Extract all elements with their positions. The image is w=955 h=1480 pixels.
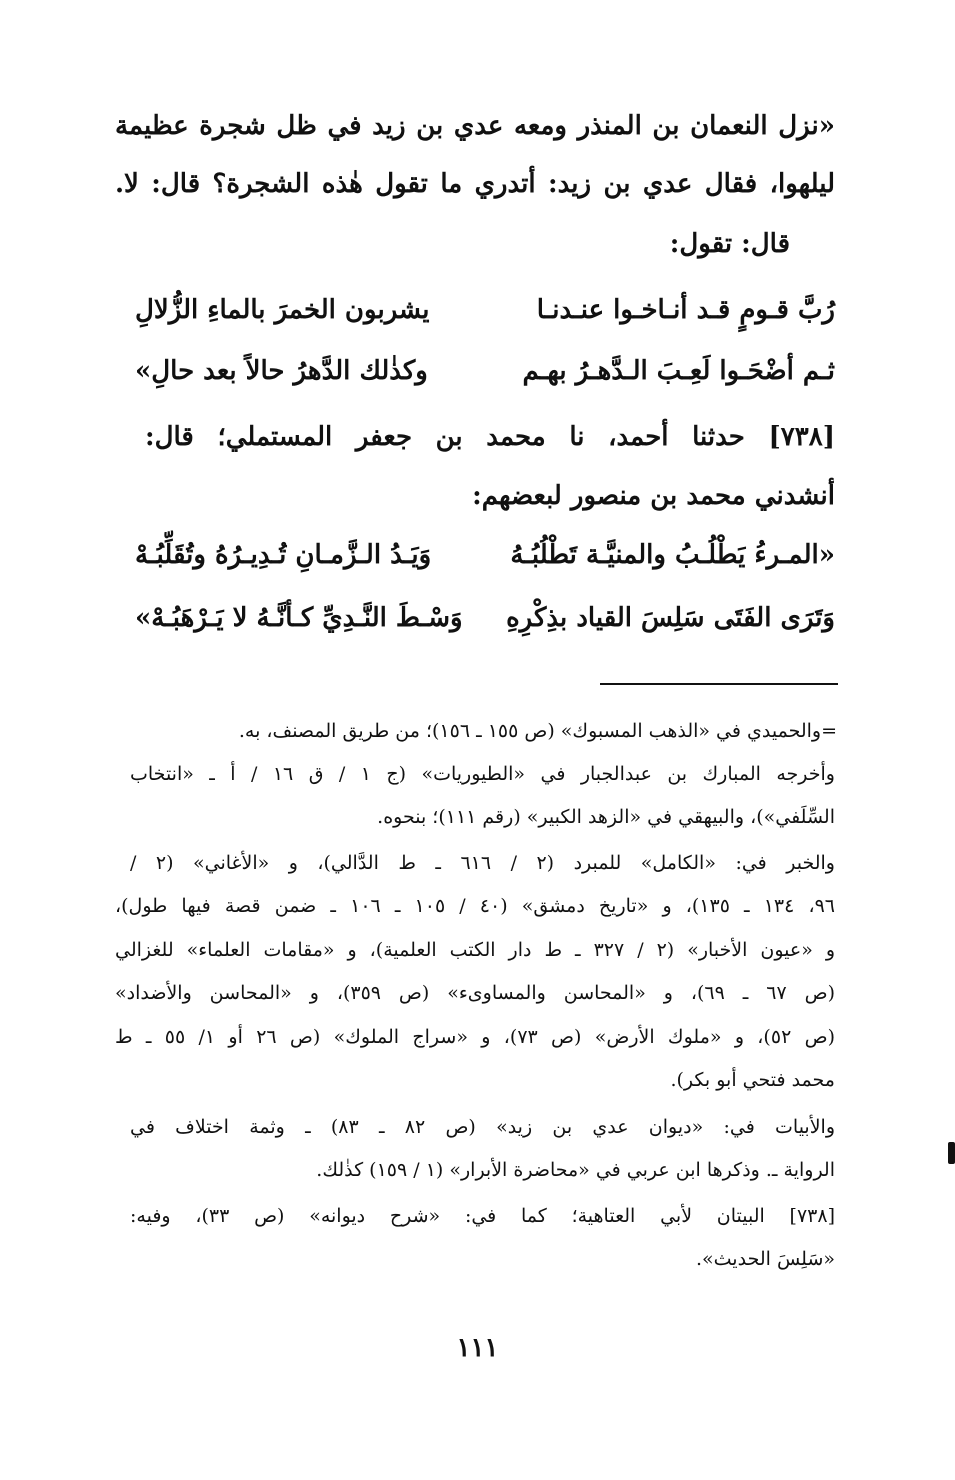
poem1-verse2-second-hemistich: وكذٰلك الدَّهرُ حالاً بعد حالِ» [135,356,428,386]
footnote-line-3: السِّلَفي»)، والبيهقي في «الزهد الكبير» (رقم ١١١)؛ بنحوه. [377,806,835,828]
scan-edge-mark [948,1142,955,1164]
poem2-verse2-first-hemistich: وَتَرَى الفَتَى سَلِسَ القياد بذِكْرِهِ [506,603,835,633]
footnote-separator [600,683,838,685]
narration-line-2: أنشدني محمد بن منصور لبعضهم: [472,481,835,511]
footnote-line-11: الرواية ـ. وذكرها ابن عربي في «محاضرة الأبرار» (١ / ١٥٩) كذٰلك. [316,1159,835,1181]
poem1-verse1-second-hemistich: يشربون الخمرَ بالماءِ الزُّلالِ [135,295,430,325]
footnote-line-13: «سَلِسَ الحديث». [695,1248,835,1270]
footnote-line-1: =والحميدي في «الذهب المسبوك» (ص ١٥٥ ـ ١٥٦)؛ من طريق المصنف، به. [238,720,837,742]
footnote-line-10: والأبيات في: «ديوان عدي بن زيد» (ص ٨٢ ـ ٨٣) ـ وثمة اختلاف في [130,1116,835,1138]
footnote-line-9: محمد فتحي أبو بكر). [670,1069,835,1091]
footnote-line-12: [٧٣٨] البيتان لأبي العتاهية؛ كما في: «شرح ديوانه» (ص ٣٣)، وفيه: [130,1205,836,1227]
footnote-line-2: وأخرجه المبارك بن عبدالجبار في «الطيوريات» (ج ١ / ق ١٦ / أ ـ «انتخاب [130,763,835,785]
narration-line-1: [٧٣٨] حدثنا أحمد، نا محمد بن جعفر المستملي؛ قال: [145,422,835,452]
footnote-line-6: و «عيون الأخبار» (٢ / ٣٢٧ ـ ط دار الكتب العلمية)، و «مقامات العلماء» للغزالي [115,939,835,961]
poem1-verse1-first-hemistich: رُبَّ قـومٍ قـد أنـاخـوا عنـدنـا [536,295,835,325]
body-line-3: قال: تقول: [669,229,790,259]
footnote-line-5: ٩٦، ١٣٤ ـ ١٣٥)، و «تاريخ دمشق» (٤٠ / ١٠٥ ـ ١٠٦ ـ ضمن قصة فيها طول)، [115,895,835,917]
footnote-line-7: (ص ٦٧ ـ ٦٩)، و «المحاسن والمساوىء» (ص ٣٥٩)، و «المحاسن والأضداد» [115,982,835,1004]
poem2-verse2-second-hemistich: وَسْـطَ النَّـدِيِّ كـأنَّـهُ لا يَـرْهَبُـهْ» [135,603,463,633]
footnote-line-8: (ص ٥٢)، و «ملوك الأرض» (ص ٧٣)، و «سراج الملوك» (ص ٢٦ أو ١/ ٥٥ ـ ط [115,1026,835,1048]
poem2-verse1-first-hemistich: «المـرءُ يَطْلُـبُ والمنيَّـة تَطْلُبُـهُ [510,540,835,570]
page-number: ١١١ [456,1333,499,1363]
footnote-line-4: والخبر في: «الكامل» للمبرد (٢ / ٦١٦ ـ ط الدَّالي)، و «الأغاني» (٢ / [130,852,835,874]
body-line-1: «نزل النعمان بن المنذر ومعه عدي بن زيد في ظل شجرة عظيمة [115,111,835,141]
poem2-verse1-second-hemistich: وَيَـدُ الـزَّمـانِ تُـدِيـرُهُ وتُقَلِّبُـهْ [135,540,432,570]
body-line-2: ليلهوا، فقال عدي بن زيد: أتدري ما تقول هٰذه الشجرة؟ قال: لا. [115,169,836,199]
poem1-verse2-first-hemistich: ثـم أضْحَـوا لَعِـبَ الـدَّهـرُ بهـم [522,356,835,386]
